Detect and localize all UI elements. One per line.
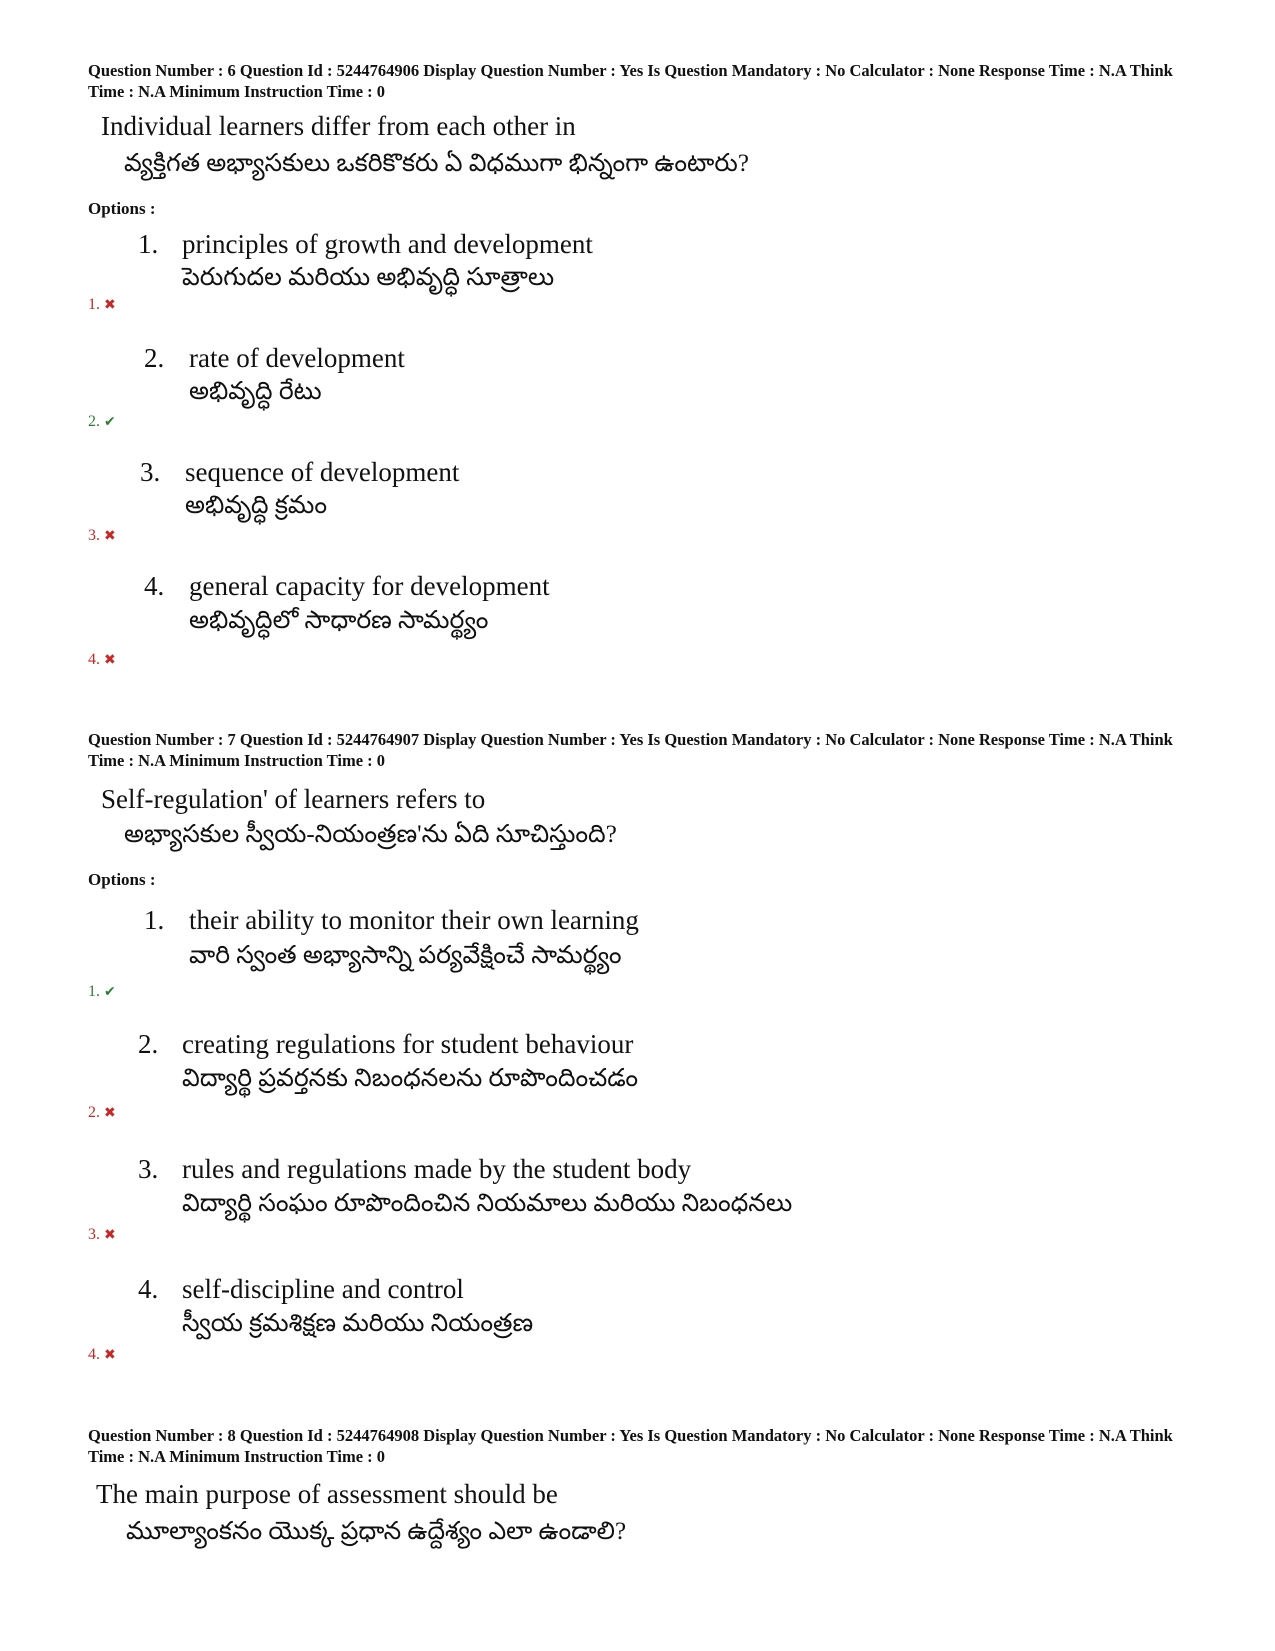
option-number: 1. [138,229,159,259]
option-text-te: విద్యార్థి ప్రవర్తనకు నిబంధనలను రూపొందించడం [182,1065,639,1092]
option-text-en: sequence of development [185,457,460,487]
answer-mark: 2. ✖ [88,1104,116,1121]
option-text-en: rules and regulations made by the student body [182,1154,692,1184]
option-text-te: అభివృద్ధిలో సాధారణ సామర్థ్యం [189,607,489,634]
question-meta: Question Number : 8 Question Id : 5244764908 Display Question Number : Yes Is Question Mandatory : No Calculator : None Response Time : N.A Think Time : N.A Minimum Instruction Time : 0 [88,1426,1173,1466]
answer-mark: 4. ✖ [88,651,116,668]
option-number: 4. [144,571,165,601]
check-icon: ✔ [104,984,116,1000]
option-number: 2. [138,1029,159,1059]
question-text-te: మూల్యాంకనం యొక్క ప్రధాన ఉద్దేశ్యం ఎలా ఉండాలి? [126,1518,627,1545]
question-text-en: Self-regulation' of learners refers to [101,784,486,814]
answer-mark: 4. ✖ [88,1346,116,1363]
option-number: 3. [138,1154,159,1184]
answer-mark: 2. ✔ [88,413,116,430]
question-text-en: Individual learners differ from each other in [101,111,576,141]
options-label: Options : [88,870,156,889]
option-text-en: general capacity for development [189,571,550,601]
cross-icon: ✖ [104,1105,116,1121]
check-icon: ✔ [104,414,116,430]
answer-mark: 1. ✖ [88,296,116,313]
option-text-te: వారి స్వంత అభ్యాసాన్ని పర్యవేక్షించే సామర్థ్యం [189,942,622,969]
question-text-en: The main purpose of assessment should be [96,1479,558,1509]
question-text-te: వ్యక్తిగత అభ్యాసకులు ఒకరికొకరు ఏ విధముగా భిన్నంగా ఉంటారు? [124,150,749,177]
option-number: 4. [138,1274,159,1304]
cross-icon: ✖ [104,297,116,313]
option-text-te: పెరుగుదల మరియు అభివృద్ధి సూత్రాలు [182,264,555,291]
cross-icon: ✖ [104,528,116,544]
option-text-en: self-discipline and control [182,1274,464,1304]
option-number: 3. [140,457,161,487]
cross-icon: ✖ [104,1227,116,1243]
question-meta: Question Number : 7 Question Id : 5244764907 Display Question Number : Yes Is Question Mandatory : No Calculator : None Response Time : N.A Think Time : N.A Minimum Instruction Time : 0 [88,730,1173,770]
option-text-te: విద్యార్థి సంఘం రూపొందించిన నియమాలు మరియు నిబంధనలు [182,1190,793,1217]
answer-mark: 3. ✖ [88,1226,116,1243]
option-text-te: స్వీయ క్రమశిక్షణ మరియు నియంత్రణ [182,1310,534,1337]
cross-icon: ✖ [104,652,116,668]
option-number: 2. [144,343,165,373]
option-text-en: creating regulations for student behaviour [182,1029,634,1059]
option-text-en: their ability to monitor their own learning [189,905,639,935]
cross-icon: ✖ [104,1347,116,1363]
option-text-te: అభివృద్ధి రేటు [189,378,322,405]
option-text-te: అభివృద్ధి క్రమం [185,492,328,519]
question-meta: Question Number : 6 Question Id : 5244764906 Display Question Number : Yes Is Question Mandatory : No Calculator : None Response Time : N.A Think Time : N.A Minimum Instruction Time : 0 [88,61,1173,101]
option-number: 1. [144,905,165,935]
option-text-en: principles of growth and development [182,229,593,259]
answer-mark: 1. ✔ [88,983,116,1000]
answer-mark: 3. ✖ [88,527,116,544]
options-label: Options : [88,199,156,218]
question-text-te: అభ్యాసకుల స్వీయ-నియంత్రణ'ను ఏది సూచిస్తుంది? [124,821,617,848]
option-text-en: rate of development [189,343,405,373]
